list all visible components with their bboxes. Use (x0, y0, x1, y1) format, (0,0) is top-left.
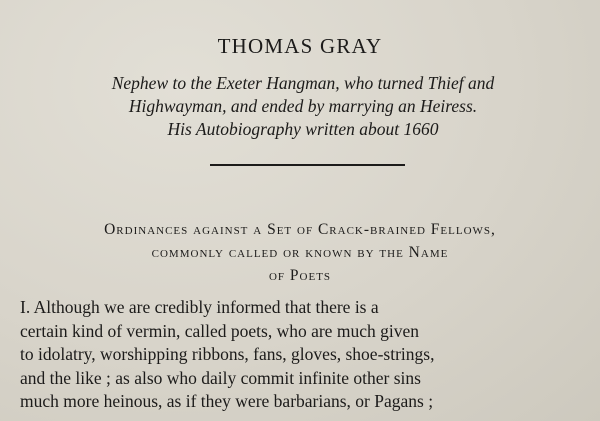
heading-line: of Poets (268, 267, 332, 284)
subtitle-line: Highwayman, and ended by marrying an Heiress. (128, 96, 478, 116)
heading-line: Ordinances against a Set of Crack-brained Fellows, (104, 221, 496, 238)
body-line: to idolatry, worshipping ribbons, fans, gloves, shoe-strings, (20, 344, 435, 364)
body-line: certain kind of vermin, called poets, who are much given (20, 320, 419, 341)
chapter-subtitle (20, 72, 586, 141)
body-line: I. Although we are credibly informed that there is a (20, 297, 379, 317)
chapter-title: THOMAS GRAY (217, 34, 383, 58)
body-paragraph (20, 296, 590, 414)
body-line: and the like ; as also who daily commit infinite other sins (20, 367, 421, 388)
subtitle-line: His Autobiography written about 1660 (167, 119, 439, 139)
heading-line: commonly called or known by the Name (151, 244, 449, 261)
body-line: much more heinous, as if they were barbarians, or Pagans ; (20, 391, 434, 411)
subtitle-line: Nephew to the Exeter Hangman, who turned Thief and (111, 73, 495, 93)
section-heading (0, 218, 600, 287)
divider-rule (210, 164, 405, 166)
